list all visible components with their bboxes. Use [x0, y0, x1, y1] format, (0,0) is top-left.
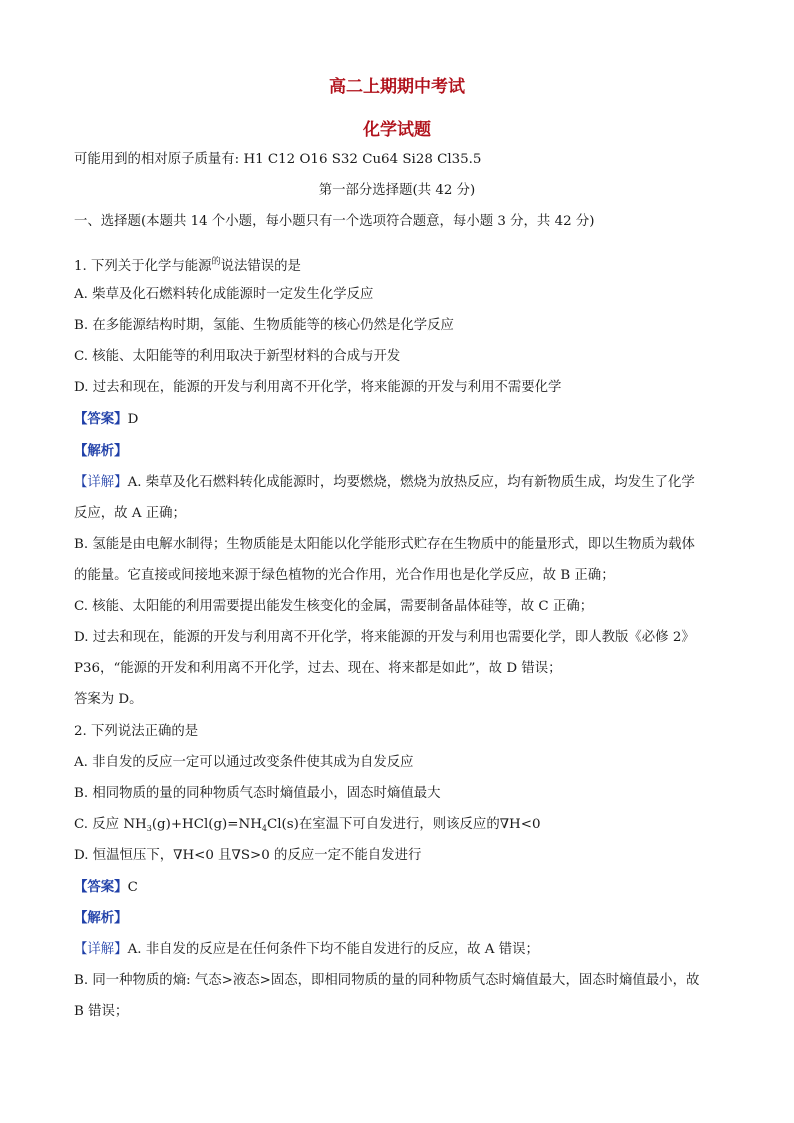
- question-1-detail-line: 答案为 D。: [74, 692, 143, 707]
- question-1-stem-part: 说法错误的是: [220, 259, 301, 274]
- detail-text: A. 柴草及化石燃料转化成能源时，均要燃烧，燃烧为放热反应，均有新物质生成，均发生了化学: [127, 475, 695, 490]
- answer-value: C: [127, 880, 138, 895]
- question-2-option-a: A. 非自发的反应一定可以通过改变条件使其成为自发反应: [74, 755, 414, 770]
- exam-title: 高二上期期中考试: [329, 77, 465, 97]
- question-2-detail-line: [74, 941, 539, 959]
- question-1-detail-line: 的能量。它直接或间接地来源于绿色植物的光合作用，光合作用也是化学反应，故 B 正确；: [74, 568, 615, 583]
- exam-subtitle: 化学试题: [363, 120, 431, 140]
- question-1-detail-line: P36，“能源的开发和利用离不开化学，过去、现在、将来都是如此”，故 D 错误；: [74, 661, 562, 676]
- question-1-answer: [74, 411, 138, 429]
- question-1-detail-line: [74, 474, 695, 492]
- question-1-analysis-tag: 【解析】: [74, 444, 128, 459]
- answer-value: D: [127, 412, 139, 427]
- answer-tag: 【答案】: [74, 412, 128, 427]
- question-2-detail-line: B. 同一种物质的熵: 气态>液态>固态，即相同物质的量的同种物质气态时熵值最大，固态时熵值最小，故: [74, 973, 700, 988]
- question-1-option-d: D. 过去和现在，能源的开发与利用离不开化学，将来能源的开发与利用不需要化学: [74, 380, 562, 395]
- question-1-detail-line: C. 核能、太阳能的利用需要提出能发生核变化的金属，需要制备晶体硅等，故 C 正确；: [74, 599, 594, 614]
- part-title: 第一部分选择题(共 42 分): [318, 183, 476, 198]
- question-1-detail-line: D. 过去和现在，能源的开发与利用离不开化学，将来能源的开发与利用也需要化学，即人教版《必修 2》: [74, 630, 695, 645]
- detail-text: A. 非自发的反应是在任何条件下均不能自发进行的反应，故 A 错误；: [127, 942, 539, 957]
- question-1-option-a: A. 柴草及化石燃料转化成能源时一定发生化学反应: [74, 287, 374, 302]
- option-c-part: Cl(s)在室温下可自发进行，则该反应的∇H<0: [267, 817, 541, 832]
- question-1-detail-line: 反应，故 A 正确；: [74, 506, 186, 521]
- option-c-subscript: 4: [261, 824, 267, 833]
- question-2-option-d: D. 恒温恒压下，∇H<0 且∇S>0 的反应一定不能自发进行: [74, 848, 422, 863]
- detail-tag: 【详解】: [74, 475, 128, 490]
- section-title: 一、选择题(本题共 14 个小题，每小题只有一个选项符合题意，每小题 3 分，共 42 分): [74, 214, 595, 229]
- detail-tag: 【详解】: [74, 942, 128, 957]
- answer-tag: 【答案】: [74, 880, 128, 895]
- question-1-option-c: C. 核能、太阳能等的利用取决于新型材料的合成与开发: [74, 349, 401, 364]
- atomic-masses: 可能用到的相对原子质量有: H1 C12 O16 S32 Cu64 Si28 Cl35.5: [74, 152, 482, 167]
- question-2-option-b: B. 相同物质的量的同种物质气态时熵值最小，固态时熵值最大: [74, 786, 441, 801]
- question-1-stem: [74, 253, 301, 276]
- question-1-stem-sup: 的: [211, 257, 221, 267]
- question-1-stem-part: 1. 下列关于化学与能源: [74, 259, 212, 274]
- question-1-detail-line: B. 氢能是由电解水制得；生物质能是太阳能以化学能形式贮存在生物质中的能量形式，即以生物质为载体: [74, 537, 695, 552]
- question-2-analysis-tag: 【解析】: [74, 911, 128, 926]
- question-2-answer: [74, 879, 138, 897]
- question-2-stem: 2. 下列说法正确的是: [74, 724, 199, 739]
- question-2-detail-line: B 错误；: [74, 1004, 129, 1019]
- option-c-part: (g)+HCl(g)=NH: [151, 817, 262, 832]
- question-1-option-b: B. 在多能源结构时期，氢能、生物质能等的核心仍然是化学反应: [74, 318, 454, 333]
- option-c-subscript: 3: [146, 824, 152, 833]
- option-c-part: C. 反应 NH: [74, 817, 147, 832]
- question-2-option-c: [74, 816, 540, 838]
